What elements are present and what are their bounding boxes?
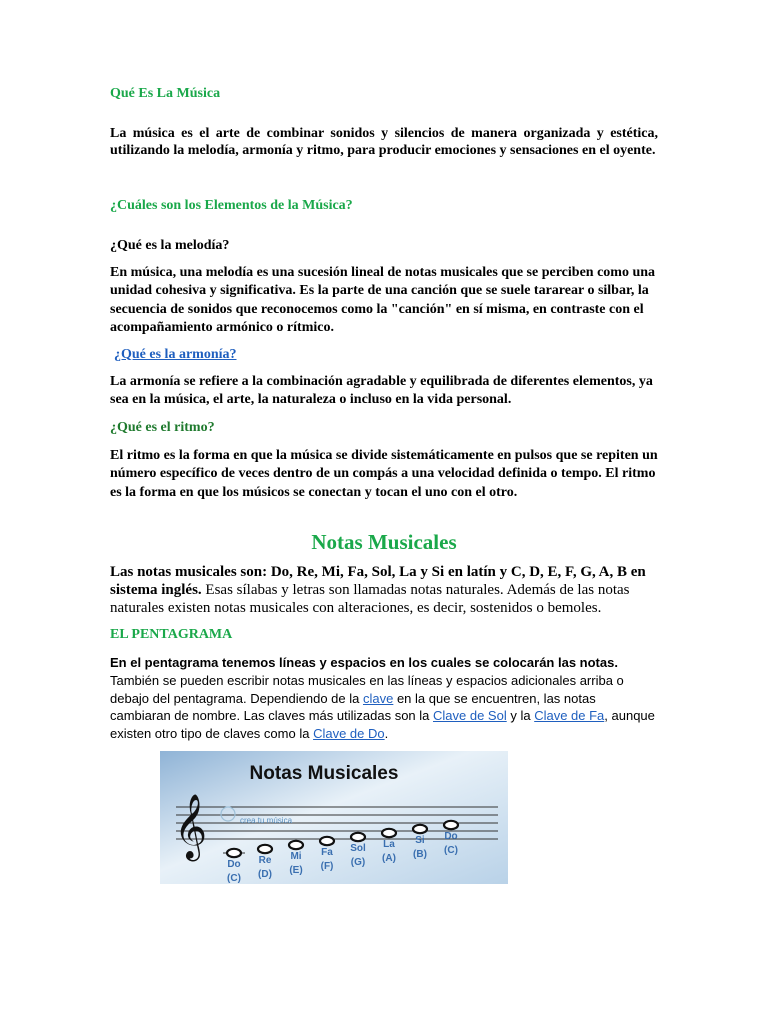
heading-elementos: ¿Cuáles son los Elementos de la Música? — [110, 198, 353, 213]
note-name-label: Sol — [350, 843, 366, 854]
image-title: Notas Musicales — [249, 763, 399, 784]
paragraph-armonia: La armonía se refiere a la combinación agradable y equilibrada de diferentes elementos, ya sea en la música, el arte, la naturaleza o incluso en la vida personal. — [110, 374, 653, 408]
intro-paragraph: La música es el arte de combinar sonidos y silencios de manera organizada y estética, utilizando la melodía, armonía y ritmo, para producir emociones y sensaciones en el oyente. — [110, 126, 658, 158]
note-name-label: Do — [444, 831, 458, 842]
penta-text-5: . — [384, 726, 389, 742]
note-head — [382, 829, 396, 837]
note-name-label: Do — [227, 859, 241, 870]
note-letter-label: (A) — [382, 853, 396, 864]
note-name-label: Fa — [321, 847, 333, 858]
note-letter-label: (C) — [227, 873, 241, 884]
link-clave[interactable]: clave — [362, 690, 394, 706]
penta-text-2: en la que se encuentren, las notas cambiaran de nombre. Las claves más utilizadas son la — [110, 690, 596, 724]
note-head — [227, 849, 241, 857]
penta-bold-text: En el pentagrama tenemos líneas y espacios en los cuales se colocarán las notas. — [110, 655, 618, 670]
penta-text-1: También se pueden escribir notas musicales en las líneas y espacios adicionales arriba o debajo del pentagrama. Dependiendo de la — [110, 672, 624, 706]
note-letter-label: (D) — [258, 869, 272, 880]
note-head — [320, 837, 334, 845]
note-name-label: La — [383, 839, 395, 850]
heading-que-es-la-musica: Qué Es La Música — [110, 86, 221, 101]
note-head — [258, 845, 272, 853]
note-name-label: Si — [415, 835, 425, 846]
question-melodia: ¿Qué es la melodía? — [110, 238, 230, 253]
note-head — [444, 821, 458, 829]
title-notas-musicales: Notas Musicales — [311, 530, 457, 554]
link-clave-de-sol[interactable]: Clave de Sol — [433, 708, 507, 724]
watermark-text: crea tu música — [240, 816, 293, 825]
penta-text-4: , aunque existen otro tipo de claves como la — [110, 708, 655, 742]
question-armonia-line — [110, 346, 662, 363]
penta-text-3: y la — [506, 708, 535, 724]
note-letter-label: (F) — [320, 861, 334, 872]
note-name-label: Re — [258, 855, 272, 866]
question-ritmo: ¿Qué es el ritmo? — [110, 420, 215, 435]
paragraph-melodia: En música, una melodía es una sucesión lineal de notas musicales que se perciben como una unidad cohesiva y significativa. Es la parte de una canción que se suele tararear o silbar, la secuencia de sonidos que reconocemos como la "canción" en sí misma, en contraste con el acompañamiento armónico o rítmico. — [110, 265, 656, 335]
note-letter-label: (E) — [289, 865, 303, 876]
link-clave-de-do[interactable]: Clave de Do — [313, 726, 385, 742]
note-letter-label: (B) — [413, 849, 427, 860]
link-clave-de-fa[interactable]: Clave de Fa — [534, 708, 605, 724]
note-head — [351, 833, 365, 841]
notas-rest-text: Esas sílabas y letras son llamadas notas naturales. Además de las notas naturales existen notas musicales con alteraciones, es decir, sostenidos o bemoles. — [110, 582, 630, 617]
note-name-label: Mi — [290, 851, 302, 862]
staff-illustration — [160, 751, 508, 884]
paragraph-ritmo: El ritmo es la forma en que la música se divide sistemáticamente en pulsos que se repiten un número específico de veces dentro de un compás a una velocidad definida o tempo. El ritmo es la forma en que los músicos se conectan y tocan el uno con el otro. — [110, 448, 658, 500]
note-letter-label: (G) — [350, 857, 366, 868]
heading-pentagrama: EL PENTAGRAMA — [110, 627, 233, 642]
paragraph-notas — [110, 563, 658, 618]
note-head — [413, 825, 427, 833]
paragraph-pentagrama — [110, 654, 658, 743]
treble-clef-icon: 𝄞 — [174, 794, 208, 859]
link-armonia[interactable]: ¿Qué es la armonía? — [114, 347, 237, 362]
note-letter-label: (C) — [444, 845, 458, 856]
notas-bold-text: Las notas musicales son: Do, Re, Mi, Fa, Sol, La y Si en latín y C, D, E, F, G, A, B en sistema inglés. — [110, 564, 646, 599]
note-head — [289, 841, 303, 849]
notas-musicales-image — [160, 751, 508, 884]
